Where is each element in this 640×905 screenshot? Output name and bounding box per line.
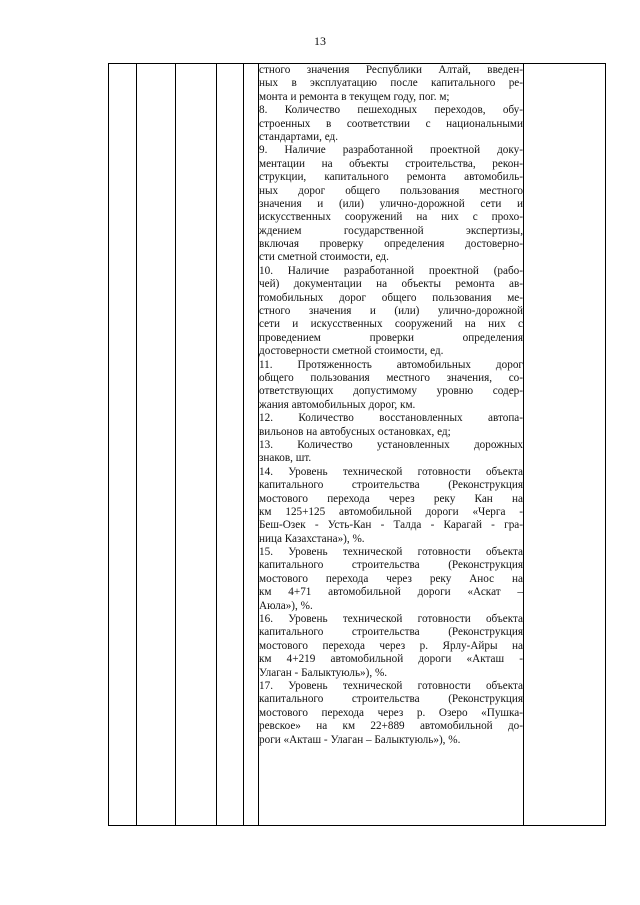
text-line: 17. Уровень технической готовности объекта [259,679,523,692]
text-line: жания автомобильных дорог, км. [259,398,416,411]
empty-cell-2 [137,64,176,826]
text-line: 14. Уровень технической готовности объекта [259,465,523,478]
empty-cell-3 [176,64,217,826]
text-line: достоверности сметной стоимости, ед. [259,345,444,358]
text-line: Аюла»), %. [259,599,313,612]
text-line: включая проверку определения достоверно- [259,238,523,251]
text-line: 10. Наличие разработанной проектной (рабо- [259,264,523,277]
text-line: мостового перехода через реку Анос на [259,572,523,585]
text-line: стного значения и (или) улично-дорожной [259,305,523,318]
text-line: сти сметной стоимости, ед. [259,251,389,264]
text-line: струкции, капитального ремонта автомобиль- [259,171,523,184]
text-line: мостового перехода через р. Озеро «Пушка- [259,706,523,719]
page-number: 13 [314,34,326,48]
document-table [108,63,606,826]
text-line: ных дорог общего пользования местного [259,184,523,197]
text-line: роги «Акташ - Улаган – Балыктуюль»), %. [259,733,461,746]
text-line: проведением проверки определения [259,331,523,344]
text-line: капитального строительства (Реконструкция [259,693,523,706]
text-line: Улаган - Балыктуюль»), %. [259,666,388,679]
text-line: строенных в соответствии с национальными [259,117,523,130]
text-line: капитального строительства (Реконструкция [259,479,523,492]
indicators-text-cell [259,64,524,826]
text-line: чей) документации на объекты ремонта ав- [259,278,523,291]
empty-cell-1 [109,64,137,826]
text-line: томобильных дорог общего пользования ме- [259,291,523,304]
text-line: 12. Количество восстановленных автопа- [259,412,523,425]
text-line: знаков, шт. [259,452,312,465]
table-row [109,64,606,826]
text-line: сети и искусственных сооружений на них с [259,318,523,331]
text-line: км 125+125 автомобильной дороги «Черга - [259,505,523,518]
text-line: капитального строительства (Реконструкция [259,626,523,639]
text-line: капитального строительства (Реконструкция [259,559,523,572]
text-line: 9. Наличие разработанной проектной доку- [259,144,523,157]
text-line: Беш-Озек - Усть-Кан - Талда - Карагай - гра- [259,519,523,532]
text-line: ждением государственной экспертизы, [259,224,523,237]
empty-cell-5 [244,64,259,826]
text-line: 8. Количество пешеходных переходов, обу- [259,104,523,117]
text-line: монта и ремонта в текущем году, пог. м; [259,90,450,103]
text-line: ных в эксплуатацию после капитального ре- [259,77,523,90]
empty-cell-7 [524,64,606,826]
text-line: значения и (или) улично-дорожной сети и [259,197,523,210]
empty-cell-4 [217,64,244,826]
text-line: ница Казахстана»), %. [259,532,365,545]
text-line: искусственных сооружений на них с прохо- [259,211,523,224]
text-line: ментации на объекты строительства, рекон- [259,157,523,170]
text-line: км 4+71 автомобильной дороги «Аскат – [259,586,523,599]
text-line: мостового перехода через р. Ярлу-Айры на [259,639,523,652]
text-line: ревское» на км 22+889 автомобильной до- [259,720,523,733]
text-line: 16. Уровень технической готовности объекта [259,613,523,626]
text-line: стного значения Республики Алтай, введен- [259,64,523,76]
text-line: стандартами, ед. [259,130,339,143]
text-line: 15. Уровень технической готовности объекта [259,546,523,559]
text-line: 13. Количество установленных дорожных [259,438,523,451]
text-line: км 4+219 автомобильной дороги «Акташ - [259,653,523,666]
text-line: общего пользования местного значения, со- [259,371,523,384]
text-line: мостового перехода через реку Кан на [259,492,523,505]
text-line: ответствующих допустимому уровню содер- [259,385,523,398]
text-line: вильонов на автобусных остановках, ед; [259,425,451,438]
text-line: 11. Протяженность автомобильных дорог [259,358,523,371]
